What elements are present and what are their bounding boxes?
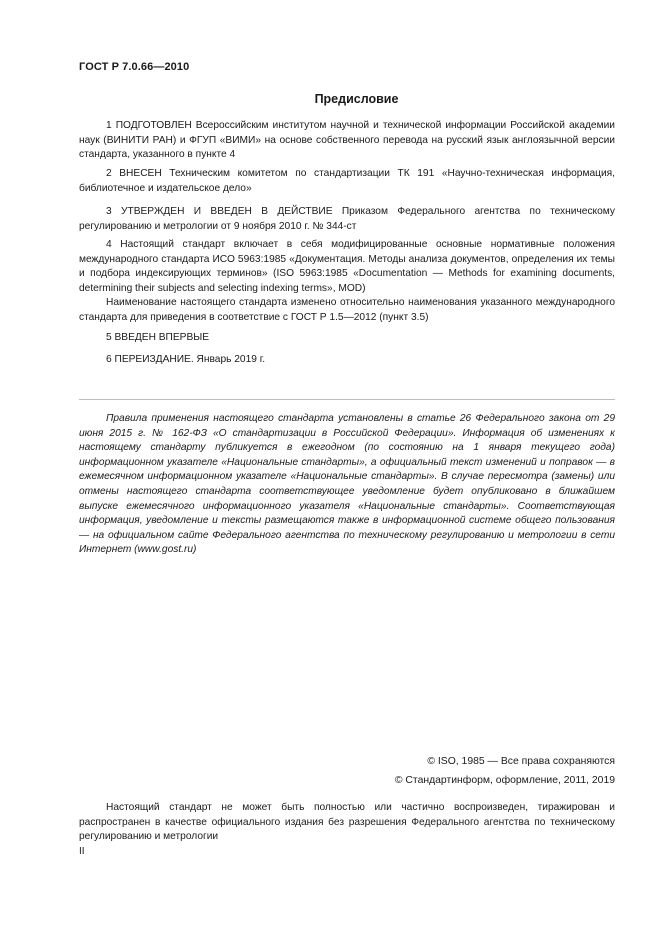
foreword-title: Предисловие xyxy=(314,92,399,106)
foreword-item-2: 2 ВНЕСЕН Техническим комитетом по стандартизации ТК 191 «Научно-техническая информация, библиотечное и издательское дело» xyxy=(79,168,615,194)
reproduction-notice: Настоящий стандарт не может быть полностью или частично воспроизведен, тиражирован и распространен в качестве официального издания без разрешения Федерального агентства по техническому регулированию и метрологии xyxy=(79,802,615,843)
foreword-item-1: 1 ПОДГОТОВЛЕН Всероссийским институтом научной и технической информации Российской академии наук (ВИНИТИ РАН) и ФГУП «ВИМИ» на основе собственного перевода на русский язык англоязычной версии стандарта, указанного в пункте 4 xyxy=(79,120,615,161)
application-rules-notice: Правила применения настоящего стандарта установлены в статье 26 Федерального закона от 29 июня 2015 г. № 162-ФЗ «О стандартизации в Российской Федерации». Информация об изменениях к настоящему стандарту публикуется в ежегодном (по состоянию на 1 января текущего года) информационном указателе «Национальные стандарты», а официальный текст изменений и поправок — в ежемесячном информационном указателе «Национальные стандарты». В случае пересмотра (замены) или отмены настоящего стандарта соответствующее уведомление будет опубликовано в ближайшем выпуске ежемесячного информационного указателя «Национальные стандарты». Соответствующая информация, уведомление и тексты размещаются также в информационной системе общего пользования — на официальном сайте Федерального агентства по техническому регулированию и метрологии в сети Интернет (www.gost.ru) xyxy=(79,413,615,556)
foreword-item-3: 3 УТВЕРЖДЕН И ВВЕДЕН В ДЕЙСТВИЕ Приказом Федерального агентства по техническому регулированию и метрологии от 9 ноября 2010 г. № 344-ст xyxy=(79,206,615,232)
document-code: ГОСТ Р 7.0.66—2010 xyxy=(79,61,190,73)
foreword-item-4: 4 Настоящий стандарт включает в себя модифицированные основные нормативные положения международного стандарта ИСО 5963:1985 «Документация. Методы анализа документов, определения их темы и подбора индексирующих терминов» (ISO 5963:1985 «Documentation — Methods for examining documents, determining their subjects and selecting indexing terms», MOD) xyxy=(79,239,615,294)
foreword-item-4-note: Наименование настоящего стандарта изменено относительно наименования указанного международного стандарта для приведения в соответствие с ГОСТ Р 1.5—2012 (пункт 3.5) xyxy=(79,297,615,323)
foreword-item-6: 6 ПЕРЕИЗДАНИЕ. Январь 2019 г. xyxy=(106,354,266,365)
section-divider xyxy=(79,399,615,400)
page-number: II xyxy=(79,846,85,857)
foreword-item-5: 5 ВВЕДЕН ВПЕРВЫЕ xyxy=(106,332,210,343)
standartinform-copyright: © Стандартинформ, оформление, 2011, 2019 xyxy=(394,775,615,786)
iso-copyright: © ISO, 1985 — Все права сохраняются xyxy=(427,756,615,767)
